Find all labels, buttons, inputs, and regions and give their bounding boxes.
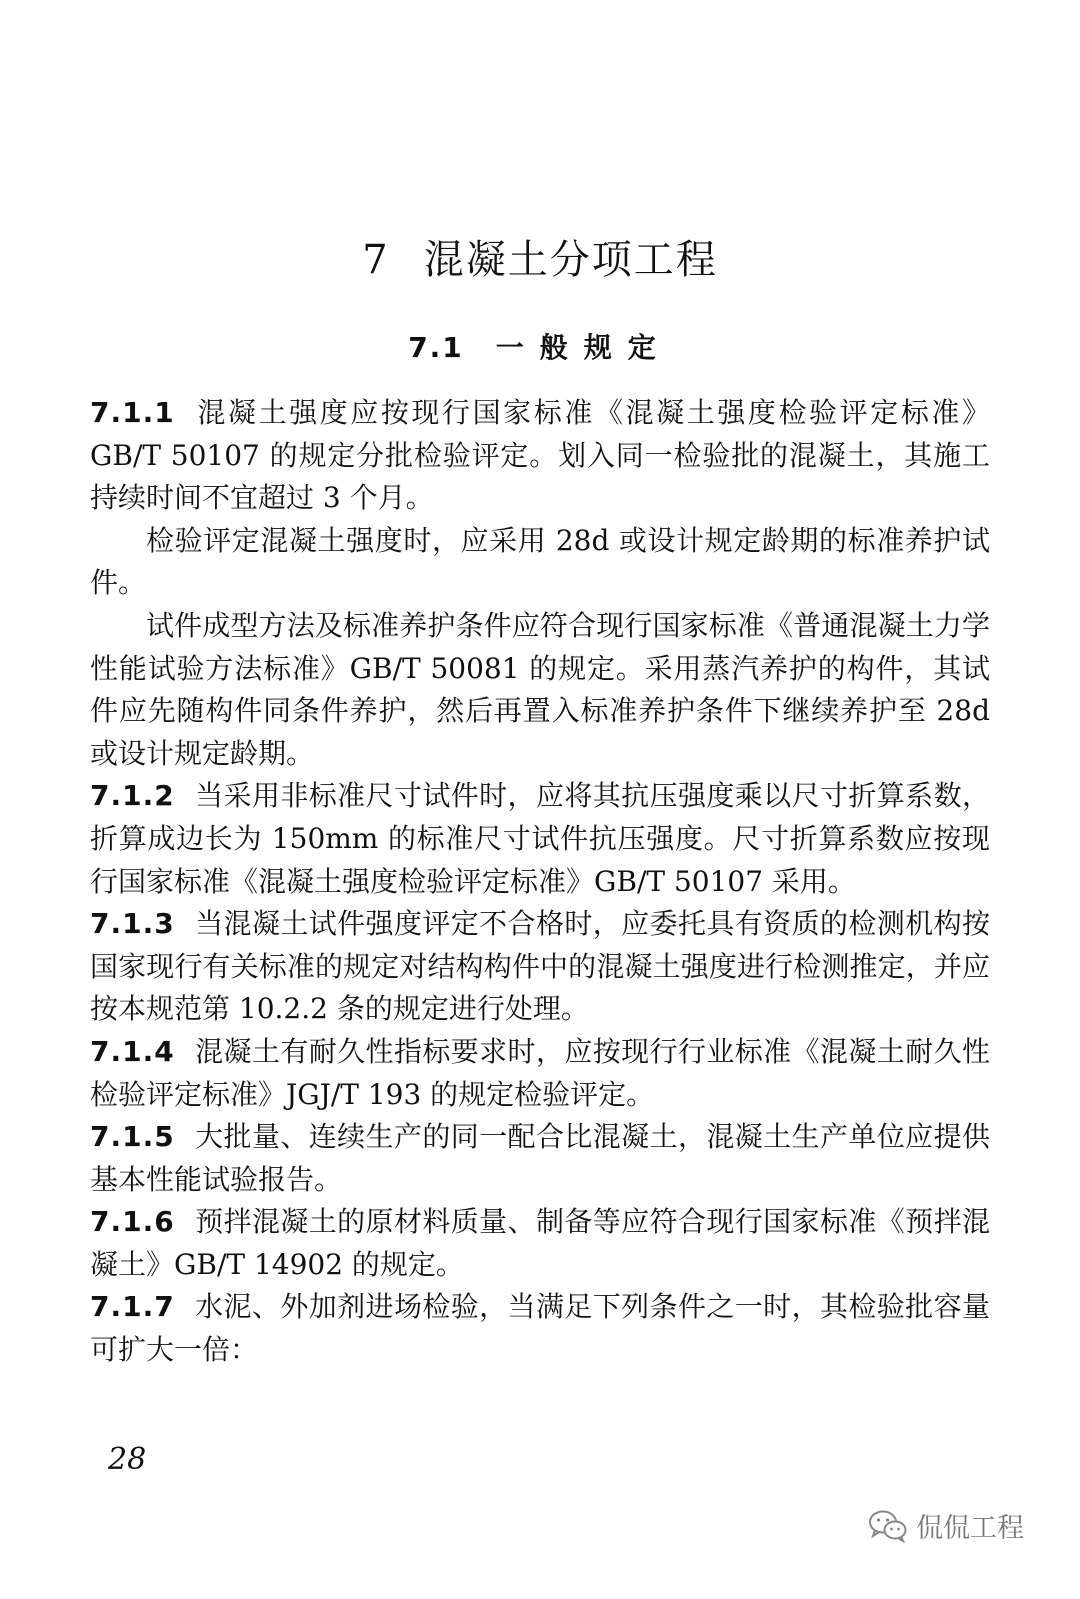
chapter-title bbox=[0, 228, 1080, 285]
clause-paragraph: 检验评定混凝土强度时，应采用 28d 或设计规定龄期的标准养护试件。 bbox=[90, 523, 990, 600]
clause-number: 7.1.3 bbox=[90, 907, 175, 941]
watermark bbox=[868, 1506, 1024, 1545]
section-title bbox=[0, 326, 1080, 366]
clause-text: 水泥、外加剂进场检验，当满足下列条件之一时，其检验批容量可扩大一倍： bbox=[90, 1290, 990, 1367]
document-body bbox=[90, 392, 990, 1372]
clause-text: 当混凝土试件强度评定不合格时，应委托具有资质的检测机构按国家现行有关标准的规定对结构构件中的混凝土强度进行检测推定，并应按本规范第 10.2.2 条的规定进行处理。 bbox=[90, 907, 990, 1026]
clause-text: 混凝土有耐久性指标要求时，应按现行行业标准《混凝土耐久性检验评定标准》JGJ/T 193 的规定检验评定。 bbox=[90, 1034, 990, 1111]
clause-number: 7.1.4 bbox=[90, 1034, 175, 1068]
clause-paragraph: 试件成型方法及标准养护条件应符合现行国家标准《普通混凝土力学性能试验方法标准》GB/T 50081 的规定。采用蒸汽养护的构件，其试件应先随构件同条件养护，然后再置入标准养护条件下继续养护至 28d 或设计规定龄期。 bbox=[90, 608, 990, 770]
wechat-icon bbox=[868, 1509, 908, 1543]
clause-7-1-3 bbox=[90, 903, 990, 1031]
clause-text: 大批量、连续生产的同一配合比混凝土，混凝土生产单位应提供基本性能试验报告。 bbox=[90, 1120, 990, 1196]
clause-7-1-4 bbox=[90, 1031, 990, 1116]
page-number: 28 bbox=[108, 1442, 147, 1477]
clause-7-1-2 bbox=[90, 775, 990, 903]
clause-text: 预拌混凝土的原材料质量、制备等应符合现行国家标准《预拌混凝土》GB/T 14902 的规定。 bbox=[90, 1205, 990, 1281]
chapter-number: 7 bbox=[362, 237, 390, 283]
clause-7-1-5 bbox=[90, 1116, 990, 1201]
clause-text: 当采用非标准尺寸试件时，应将其抗压强度乘以尺寸折算系数，折算成边长为 150mm 的标准尺寸试件抗压强度。尺寸折算系数应按现行国家标准《混凝土强度检验评定标准》GB/T 50107 采用。 bbox=[90, 779, 990, 898]
clause-7-1-7 bbox=[90, 1286, 990, 1371]
section-number: 7.1 bbox=[408, 331, 464, 364]
watermark-text: 侃侃工程 bbox=[916, 1513, 1024, 1544]
clause-number: 7.1.6 bbox=[90, 1205, 175, 1239]
clause-number: 7.1.1 bbox=[90, 396, 175, 429]
clause-number: 7.1.2 bbox=[90, 779, 175, 813]
clause-text: 混凝土强度应按现行国家标准《混凝土强度检验评定标准》GB/T 50107 的规定分批检验评定。划入同一检验批的混凝土，其施工持续时间不宜超过 3 个月。 bbox=[90, 396, 990, 515]
section-name: 一般规定 bbox=[495, 331, 672, 364]
clause-number: 7.1.7 bbox=[90, 1290, 175, 1324]
chapter-name: 混凝土分项工程 bbox=[423, 237, 718, 283]
clause-number: 7.1.5 bbox=[90, 1120, 175, 1154]
clause-7-1-1 bbox=[90, 392, 990, 520]
clause-7-1-6 bbox=[90, 1201, 990, 1286]
